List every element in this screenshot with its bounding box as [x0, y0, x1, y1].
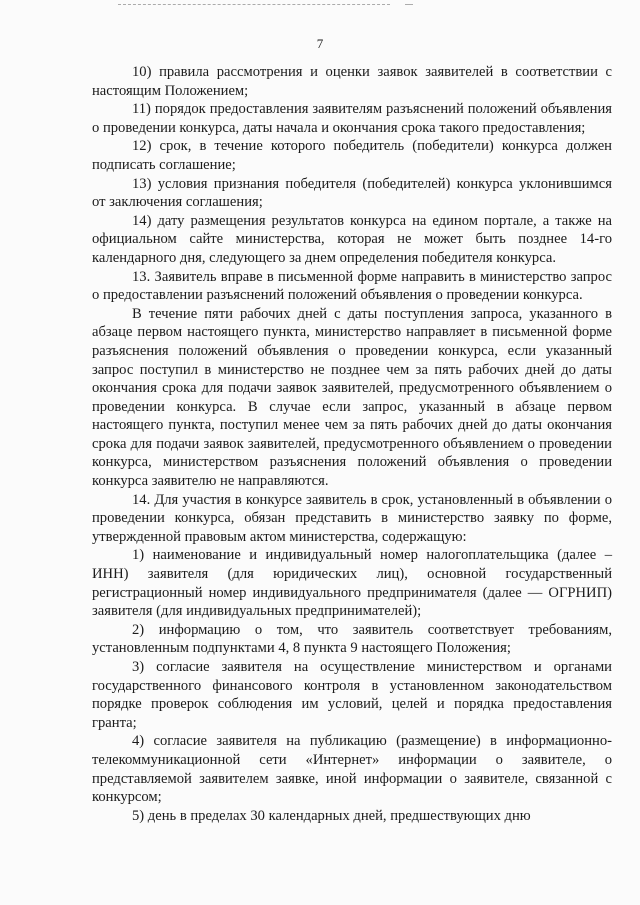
list-item-10: 10) правила рассмотрения и оценки заявок заявителей в соответствии с настоящим Положением; [92, 64, 612, 99]
clause-14-item-2: 2) информацию о том, что заявитель соответствует требованиям, установленным подпунктами 4, 8 пункта 9 настоящего Положения; [92, 621, 612, 657]
list-item-13: 13) условия признания победителя (победителей) конкурса уклонившимся от заключения соглашения; [92, 175, 612, 211]
clause-13-paragraph-2: В течение пяти рабочих дней с даты поступления запроса, указанного в абзаце первом настоящего пункта, министерство направляет в письменной форме разъяснения положений объявления о проведении конкурса, если указанный запрос поступил в министерство не позднее чем за пять рабочих дней до даты окончания срока для подачи заявок заявителей, предусмотренного объявлением о проведении конкурса. В случае если запрос, указанный в абзаце первом настоящего пункта, поступил менее чем за пять рабочих дней до даты окончания срока для подачи заявок заявителей, предусмотренного объявлением о проведении конкурса, министерством разъяснения положений объявления о проведении конкурса заявителю не направляются. [92, 305, 612, 490]
list-item-12: 12) срок, в течение которого победитель (победители) конкурса должен подписать соглашение; [92, 138, 612, 173]
document-body [92, 63, 612, 825]
page-number: 7 [316, 36, 324, 51]
clause-14-item-3: 3) согласие заявителя на осуществление министерством и органами государственного финансового контроля в установленном законодательством порядке проверок соблюдения им условий, целей и порядка предоставления гранта; [92, 659, 612, 731]
clause-14-item-5: 5) день в пределах 30 календарных дней, предшествующих дню [132, 807, 531, 824]
list-item-14: 14) дату размещения результатов конкурса на едином портале, а также на официальном сайте министерства, которая не может быть позднее 14-го календарного дня, следующего за днем определения победителя конкурса. [92, 212, 612, 266]
clause-13: 13. Заявитель вправе в письменной форме направить в министерство запрос о предоставлении разъяснений положений объявления о проведении конкурса. [92, 268, 612, 304]
clause-14-item-4: 4) согласие заявителя на публикацию (размещение) в информационно-телекоммуникационной сети «Интернет» информации о заявителе, о представляемой заявителем заявке, иной информации о заявителе, связанной с конкурсом; [92, 733, 612, 806]
clause-14: 14. Для участия в конкурсе заявитель в срок, установленный в объявлении о проведении конкурса, обязан представить в министерство заявку по форме, утвержденной правовым актом министерства, содержащую: [92, 491, 612, 545]
scan-edge-mark [118, 4, 390, 5]
scan-edge-mark [405, 4, 413, 5]
clause-14-item-1: 1) наименование и индивидуальный номер налогоплательщика (далее – ИНН) заявителя (для юридических лиц), основной государственный регистрационный номер индивидуального предпринимателя (далее — ОГРНИП) заявителя (для индивидуальных предпринимателей); [92, 547, 612, 620]
list-item-11: 11) порядок предоставления заявителям разъяснений положений объявления о проведении конкурса, даты начала и окончания срока такого предоставления; [92, 101, 612, 136]
